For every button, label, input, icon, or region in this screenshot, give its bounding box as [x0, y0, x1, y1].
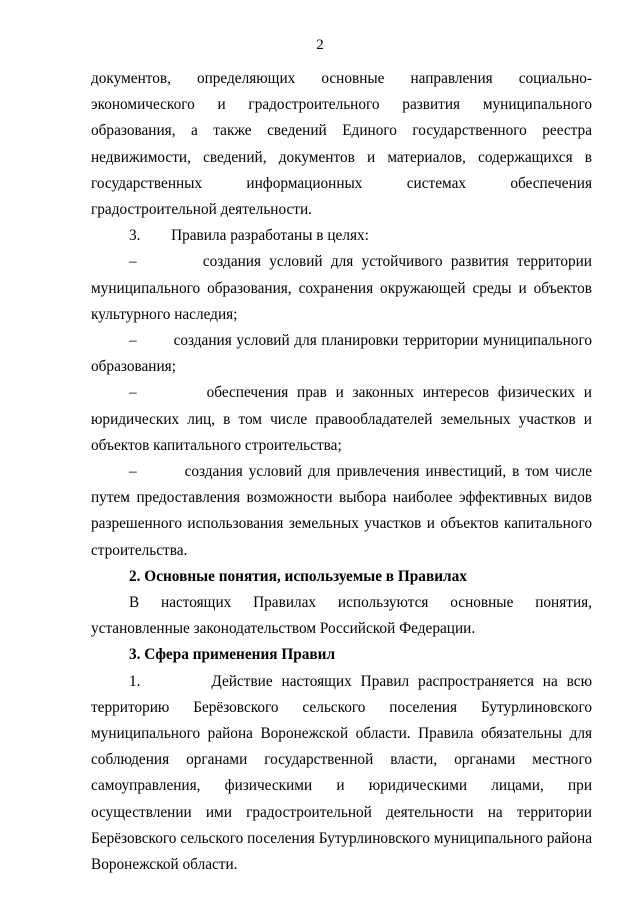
- section-heading-scope: 3. Сфера применения Правил: [129, 646, 336, 664]
- list-item-goal: – создания условий для привлечения инвестиций, в том числе путем предоставления возможности выбора наиболее эффективных видов разрешенного использования земельных участков и объектов капитального строительства.: [91, 463, 592, 559]
- paragraph-continuation: документов, определяющих основные направления социально-экономического и градостроительного развития муниципального образования, а также сведений Единого государственного реестра недвижимости, сведений, документов и материалов, содержащихся в государственных информационных системах обеспечения градостроительной деятельности.: [91, 70, 592, 219]
- list-item-goal: – создания условий для устойчивого развития территории муниципального образования, сохранения окружающей среды и объектов культурного наследия;: [91, 253, 592, 323]
- paragraph-concepts: В настоящих Правилах используются основные понятия, установленные законодательством Российской Федерации.: [91, 594, 592, 638]
- page-number: 2: [316, 37, 324, 53]
- paragraph-scope: 1. Действие настоящих Правил распространяется на всю территорию Берёзовского сельского поселения Бутурлиновского муниципального района Воронежской области. Правила обязательны для соблюдения органами государственной власти, органами местного самоуправления, физическими и юридическими лицами, при осуществлении ими градостроительной деятельности на территории Берёзовского сельского поселения Бутурлиновского муниципального района Воронежской области.: [91, 672, 592, 874]
- paragraph-goals-intro: 3. Правила разработаны в целях:: [129, 227, 369, 245]
- section-heading-concepts: 2. Основные понятия, используемые в Правилах: [129, 567, 467, 585]
- list-item-goal: – создания условий для планировки территории муниципального образования;: [91, 332, 592, 376]
- list-item-goal: – обеспечения прав и законных интересов физических и юридических лиц, в том числе правообладателей земельных участков и объектов капитального строительства;: [91, 384, 592, 454]
- document-body: [91, 66, 592, 878]
